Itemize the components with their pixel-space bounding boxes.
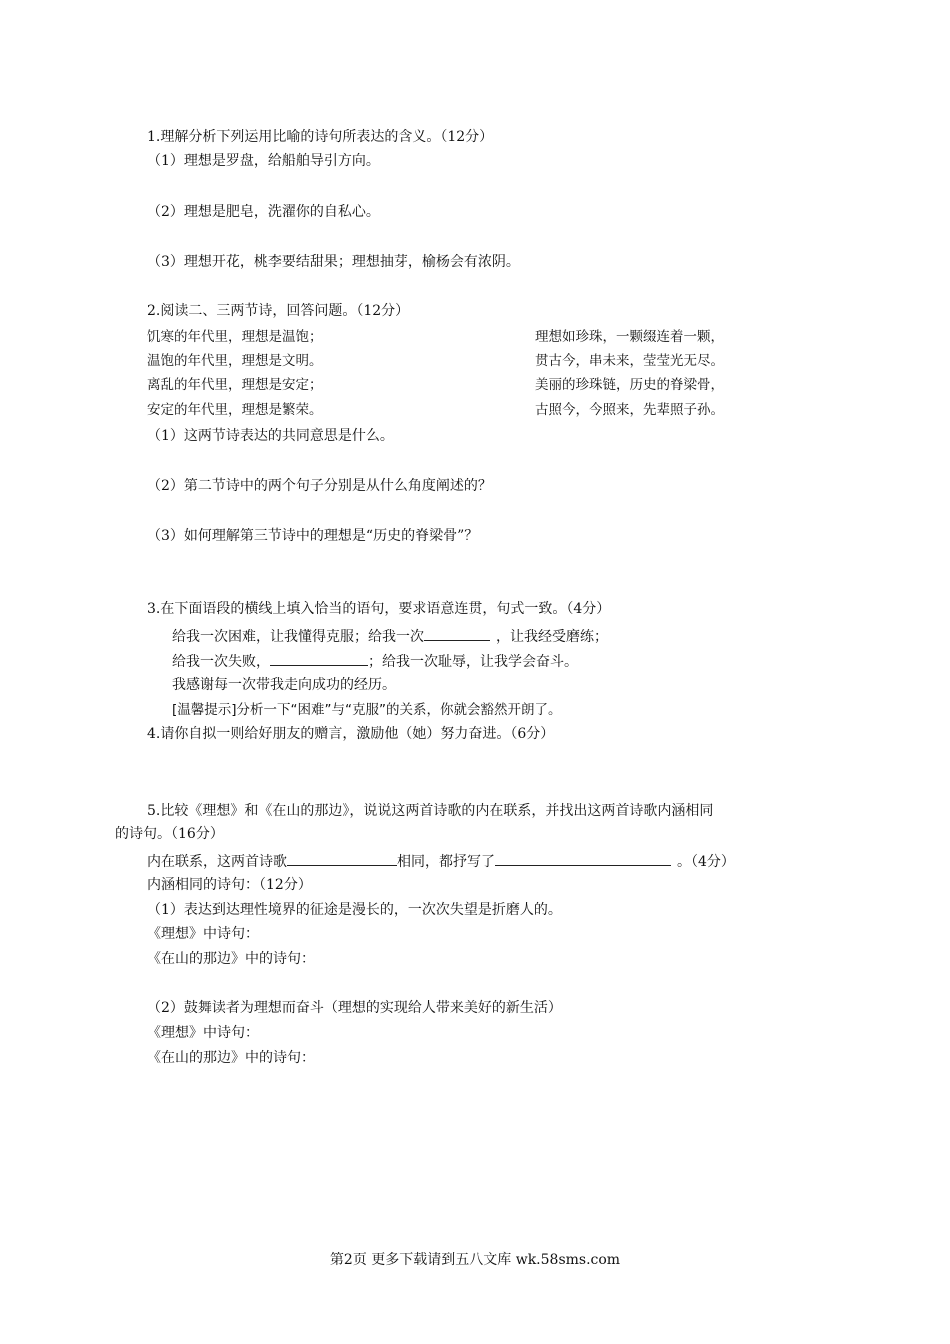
- q3-hint: [温馨提示]分析一下“困难”与“克服”的关系，你就会豁然开朗了。: [172, 702, 562, 718]
- q1-item-3: （3）理想开花，桃李要结甜果；理想抽芽，榆杨会有浓阴。: [147, 254, 520, 270]
- q2-poem-right-2: 贯古今，串未来，莹莹光无尽。: [535, 353, 724, 369]
- q2-item-2: （2）第二节诗中的两个句子分别是从什么角度阐述的？: [147, 478, 492, 494]
- q2-title: 2.阅读二、三两节诗，回答问题。（12分）: [147, 303, 410, 319]
- q2-poem-left-3: 离乱的年代里，理想是安定；: [147, 377, 323, 393]
- q5-blank-1[interactable]: [287, 851, 397, 866]
- q5-link-part-b: 相同，都抒写了: [397, 854, 495, 870]
- q3-line-2: [172, 651, 578, 671]
- q5-sub-2-zaishan: 《在山的那边》中的诗句：: [147, 1050, 315, 1066]
- q2-poem-right-4: 古照今，今照来，先辈照子孙。: [535, 402, 724, 418]
- q3-line-2-part-b: ；给我一次耻辱，让我学会奋斗。: [368, 654, 578, 670]
- q5-sub-1-lixiang: 《理想》中诗句：: [147, 926, 259, 942]
- q3-line-2-part-a: 给我一次失败，: [172, 654, 270, 670]
- q5-sub-2-lixiang: 《理想》中诗句：: [147, 1025, 259, 1041]
- q2-poem-right-3: 美丽的珍珠链，历史的脊梁骨，: [535, 377, 724, 393]
- q3-line-3: 我感谢每一次带我走向成功的经历。: [172, 677, 396, 693]
- q2-poem-left-4: 安定的年代里，理想是繁荣。: [147, 402, 323, 418]
- q5-same-label: 内涵相同的诗句：（12分）: [147, 877, 312, 893]
- q3-blank-1[interactable]: [424, 626, 490, 641]
- q3-line-1-part-a: 给我一次困难，让我懂得克服；给我一次: [172, 629, 424, 645]
- q5-link-part-c: 。（4分）: [677, 854, 735, 870]
- q5-sub-2: （2）鼓舞读者为理想而奋斗（理想的实现给人带来美好的新生活）: [147, 1000, 562, 1016]
- q1-item-2: （2）理想是肥皂，洗濯你的自私心。: [147, 204, 380, 220]
- q5-title-line-2: 的诗句。（16分）: [115, 826, 224, 842]
- page-footer: 第2页 更多下载请到五八文库 wk.58sms.com: [329, 1252, 621, 1268]
- q3-line-1-part-b: ，让我经受磨练；: [496, 629, 608, 645]
- q5-link-line: [147, 851, 735, 871]
- q2-item-1: （1）这两节诗表达的共同意思是什么。: [147, 428, 394, 444]
- q1-title: 1.理解分析下列运用比喻的诗句所表达的含义。（12分）: [147, 129, 494, 145]
- q5-sub-1: （1）表达到达理性境界的征途是漫长的，一次次失望是折磨人的。: [147, 902, 562, 918]
- q3-title: 3.在下面语段的横线上填入恰当的语句，要求语意连贯，句式一致。（4分）: [147, 601, 611, 617]
- q5-link-part-a: 内在联系，这两首诗歌: [147, 854, 287, 870]
- q5-sub-1-zaishan: 《在山的那边》中的诗句：: [147, 951, 315, 967]
- q2-poem-left-2: 温饱的年代里，理想是文明。: [147, 353, 323, 369]
- q2-poem-left-1: 饥寒的年代里，理想是温饱；: [147, 329, 323, 345]
- q1-item-1: （1）理想是罗盘，给船舶导引方向。: [147, 153, 380, 169]
- q3-blank-2[interactable]: [270, 651, 368, 666]
- q5-blank-2[interactable]: [495, 851, 671, 866]
- q5-title-line-1: 5.比较《理想》和《在山的那边》，说说这两首诗歌的内在联系，并找出这两首诗歌内涵相同: [147, 803, 714, 819]
- q3-line-1: [172, 626, 608, 646]
- q2-poem-right-1: 理想如珍珠，一颗缀连着一颗，: [535, 329, 724, 345]
- q4-title: 4.请你自拟一则给好朋友的赠言，激励他（她）努力奋进。（6分）: [147, 726, 555, 742]
- q2-item-3: （3）如何理解第三节诗中的理想是“历史的脊梁骨”？: [147, 528, 479, 544]
